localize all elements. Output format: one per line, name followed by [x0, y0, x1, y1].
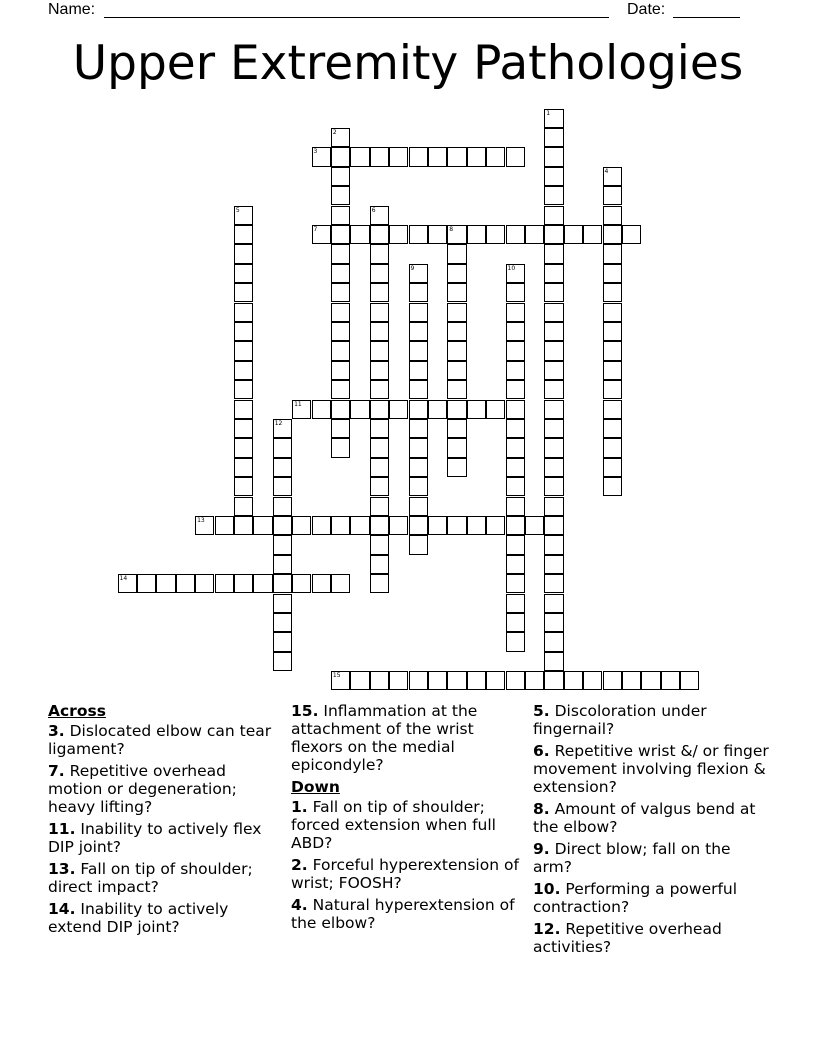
name-label: Name: — [48, 1, 96, 18]
grid-cell[interactable] — [447, 361, 466, 380]
grid-cell[interactable] — [603, 264, 622, 283]
grid-cell[interactable] — [544, 400, 563, 419]
cell-number: 3 — [313, 148, 318, 156]
grid-cell[interactable] — [544, 632, 563, 651]
grid-cell[interactable] — [370, 400, 389, 419]
grid-cell[interactable] — [273, 419, 292, 438]
grid-cell[interactable] — [467, 400, 486, 419]
grid-cell[interactable] — [544, 147, 563, 166]
grid-cell[interactable] — [506, 594, 525, 613]
grid-cell[interactable] — [370, 147, 389, 166]
grid-cell[interactable] — [273, 438, 292, 457]
clue-down-2: 2. Forceful hyperextension of wrist; FOOSH? — [291, 856, 519, 892]
grid-cell[interactable] — [370, 438, 389, 457]
grid-cell[interactable] — [389, 671, 408, 690]
grid-cell[interactable] — [447, 264, 466, 283]
grid-cell[interactable] — [273, 458, 292, 477]
grid-cell[interactable] — [409, 400, 428, 419]
grid-cell[interactable] — [331, 147, 350, 166]
cell-number: 2 — [332, 128, 337, 136]
grid-cell[interactable] — [195, 574, 214, 593]
grid-cell[interactable] — [370, 671, 389, 690]
grid-cell[interactable] — [370, 380, 389, 399]
grid-cell[interactable] — [583, 671, 602, 690]
grid-cell[interactable] — [409, 497, 428, 516]
grid-cell[interactable] — [506, 419, 525, 438]
grid-cell[interactable] — [506, 535, 525, 554]
grid-cell[interactable] — [641, 671, 660, 690]
grid-cell[interactable] — [273, 497, 292, 516]
grid-cell[interactable] — [370, 283, 389, 302]
grid-cell[interactable] — [409, 225, 428, 244]
grid-cell[interactable] — [234, 380, 253, 399]
grid-cell[interactable] — [447, 671, 466, 690]
grid-cell[interactable] — [544, 186, 563, 205]
grid-cell[interactable] — [331, 341, 350, 360]
grid-cell[interactable] — [525, 225, 544, 244]
grid-cell[interactable] — [370, 458, 389, 477]
clue-across-15: 15. Inflammation at the attachment of the wrist flexors on the medial epicondyle? — [291, 702, 478, 774]
grid-cell[interactable] — [506, 613, 525, 632]
grid-cell[interactable] — [234, 303, 253, 322]
grid-cell[interactable] — [331, 128, 350, 147]
grid-cell[interactable] — [331, 516, 350, 535]
grid-cell[interactable] — [370, 477, 389, 496]
grid-cell[interactable] — [273, 594, 292, 613]
grid-cell[interactable] — [447, 419, 466, 438]
grid-cell[interactable] — [603, 283, 622, 302]
grid-cell[interactable] — [428, 671, 447, 690]
grid-cell[interactable] — [234, 244, 253, 263]
grid-cell[interactable] — [234, 322, 253, 341]
grid-cell[interactable] — [506, 671, 525, 690]
grid-cell[interactable] — [506, 225, 525, 244]
grid-cell[interactable] — [603, 206, 622, 225]
grid-cell[interactable] — [331, 574, 350, 593]
grid-cell[interactable] — [370, 516, 389, 535]
clue-down-8: 8. Amount of valgus bend at the elbow? — [533, 800, 756, 836]
grid-cell[interactable] — [544, 206, 563, 225]
grid-cell[interactable] — [370, 244, 389, 263]
grid-cell[interactable] — [544, 458, 563, 477]
grid-cell[interactable] — [506, 632, 525, 651]
grid-cell[interactable] — [409, 283, 428, 302]
grid-cell[interactable] — [447, 283, 466, 302]
grid-cell[interactable] — [292, 400, 311, 419]
grid-cell[interactable] — [544, 167, 563, 186]
grid-cell[interactable] — [331, 264, 350, 283]
grid-cell[interactable] — [506, 361, 525, 380]
grid-cell[interactable] — [544, 613, 563, 632]
grid-cell[interactable] — [331, 361, 350, 380]
grid-cell[interactable] — [273, 477, 292, 496]
grid-cell[interactable] — [486, 516, 505, 535]
grid-cell[interactable] — [447, 225, 466, 244]
grid-cell[interactable] — [331, 225, 350, 244]
grid-cell[interactable] — [603, 477, 622, 496]
grid-cell[interactable] — [370, 497, 389, 516]
clue-down-4: 4. Natural hyperextension of the elbow? — [291, 896, 515, 932]
grid-cell[interactable] — [447, 380, 466, 399]
grid-cell[interactable] — [409, 516, 428, 535]
grid-cell[interactable] — [409, 438, 428, 457]
clues-column-3 — [533, 702, 773, 960]
cell-number: 14 — [119, 575, 128, 583]
grid-cell[interactable] — [331, 671, 350, 690]
grid-cell[interactable] — [486, 147, 505, 166]
grid-cell[interactable] — [506, 400, 525, 419]
clue-down-5: 5. Discoloration under fingernail? — [533, 702, 707, 738]
grid-cell[interactable] — [370, 555, 389, 574]
cell-number: 11 — [294, 400, 302, 408]
clue-across-7: 7. Repetitive overhead motion or degeneration; heavy lifting? — [48, 762, 237, 816]
grid-cell[interactable] — [603, 361, 622, 380]
clue-down-12: 12. Repetitive overhead activities? — [533, 920, 722, 956]
grid-cell[interactable] — [409, 671, 428, 690]
grid-cell[interactable] — [544, 497, 563, 516]
grid-cell[interactable] — [603, 167, 622, 186]
grid-cell[interactable] — [506, 283, 525, 302]
grid-cell[interactable] — [331, 322, 350, 341]
grid-cell[interactable] — [447, 244, 466, 263]
grid-cell[interactable] — [506, 322, 525, 341]
grid-cell[interactable] — [273, 652, 292, 671]
grid-cell[interactable] — [331, 419, 350, 438]
grid-cell[interactable] — [292, 574, 311, 593]
grid-cell[interactable] — [370, 361, 389, 380]
grid-cell[interactable] — [409, 380, 428, 399]
grid-cell[interactable] — [603, 186, 622, 205]
grid-cell[interactable] — [506, 303, 525, 322]
grid-cell[interactable] — [544, 322, 563, 341]
clues-column-2 — [291, 702, 523, 936]
clue-across-11: 11. Inability to actively flex DIP joint? — [48, 820, 262, 856]
grid-cell[interactable] — [331, 438, 350, 457]
grid-cell[interactable] — [331, 400, 350, 419]
grid-cell[interactable] — [603, 458, 622, 477]
grid-cell[interactable] — [544, 438, 563, 457]
grid-cell[interactable] — [506, 438, 525, 457]
grid-cell[interactable] — [331, 167, 350, 186]
cell-number: 10 — [507, 264, 516, 272]
grid-cell[interactable] — [234, 400, 253, 419]
grid-cell[interactable] — [389, 147, 408, 166]
grid-cell[interactable] — [603, 322, 622, 341]
cell-number: 6 — [371, 206, 376, 214]
grid-cell[interactable] — [234, 458, 253, 477]
grid-cell[interactable] — [544, 671, 563, 690]
grid-cell[interactable] — [544, 594, 563, 613]
grid-cell[interactable] — [544, 244, 563, 263]
clue-down-10: 10. Performing a powerful contraction? — [533, 880, 738, 916]
grid-cell[interactable] — [447, 322, 466, 341]
grid-cell[interactable] — [428, 400, 447, 419]
grid-cell[interactable] — [544, 380, 563, 399]
grid-cell[interactable] — [234, 361, 253, 380]
grid-cell[interactable] — [661, 671, 680, 690]
cell-number: 12 — [274, 419, 283, 427]
grid-cell[interactable] — [370, 574, 389, 593]
grid-cell[interactable] — [370, 303, 389, 322]
grid-cell[interactable] — [389, 225, 408, 244]
grid-cell[interactable] — [506, 477, 525, 496]
clue-down-6: 6. Repetitive wrist &/ or finger movement involving flexion & extension? — [533, 742, 769, 796]
grid-cell[interactable] — [273, 555, 292, 574]
grid-cell[interactable] — [292, 516, 311, 535]
grid-cell[interactable] — [506, 555, 525, 574]
grid-cell[interactable] — [467, 147, 486, 166]
grid-cell[interactable] — [467, 225, 486, 244]
cell-number: 15 — [332, 672, 341, 680]
clue-across-3: 3. Dislocated elbow can tear ligament? — [48, 722, 272, 758]
grid-cell[interactable] — [273, 516, 292, 535]
down-heading: Down — [291, 778, 340, 796]
cell-number: 8 — [449, 225, 454, 233]
grid-cell[interactable] — [544, 535, 563, 554]
grid-cell[interactable] — [447, 400, 466, 419]
grid-cell[interactable] — [583, 225, 602, 244]
grid-cell[interactable] — [312, 400, 331, 419]
grid-cell[interactable] — [603, 341, 622, 360]
grid-cell[interactable] — [273, 574, 292, 593]
grid-cell[interactable] — [544, 128, 563, 147]
grid-cell[interactable] — [176, 574, 195, 593]
grid-cell[interactable] — [312, 516, 331, 535]
grid-cell[interactable] — [312, 225, 331, 244]
grid-cell[interactable] — [544, 477, 563, 496]
grid-cell[interactable] — [603, 303, 622, 322]
grid-cell[interactable] — [447, 147, 466, 166]
grid-cell[interactable] — [447, 458, 466, 477]
grid-cell[interactable] — [525, 671, 544, 690]
grid-cell[interactable] — [331, 283, 350, 302]
grid-cell[interactable] — [409, 535, 428, 554]
grid-cell[interactable] — [603, 671, 622, 690]
grid-cell[interactable] — [273, 613, 292, 632]
grid-cell[interactable] — [622, 671, 641, 690]
grid-cell[interactable] — [350, 225, 369, 244]
grid-cell[interactable] — [234, 516, 253, 535]
grid-cell[interactable] — [370, 322, 389, 341]
cell-number: 4 — [604, 167, 609, 175]
grid-cell[interactable] — [350, 671, 369, 690]
grid-cell[interactable] — [603, 438, 622, 457]
grid-cell[interactable] — [409, 419, 428, 438]
grid-cell[interactable] — [428, 516, 447, 535]
grid-cell[interactable] — [409, 303, 428, 322]
grid-cell[interactable] — [118, 574, 137, 593]
cell-number: 7 — [313, 225, 318, 233]
grid-cell[interactable] — [544, 516, 563, 535]
grid-cell[interactable] — [331, 380, 350, 399]
grid-cell[interactable] — [253, 516, 272, 535]
grid-cell[interactable] — [234, 341, 253, 360]
cell-number: 13 — [197, 516, 205, 524]
date-label: Date: — [627, 1, 666, 18]
grid-cell[interactable] — [564, 671, 583, 690]
grid-cell[interactable] — [234, 438, 253, 457]
grid-cell[interactable] — [331, 206, 350, 225]
grid-cell[interactable] — [350, 516, 369, 535]
grid-cell[interactable] — [215, 516, 234, 535]
grid-cell[interactable] — [234, 206, 253, 225]
grid-cell[interactable] — [486, 671, 505, 690]
grid-cell[interactable] — [544, 283, 563, 302]
grid-cell[interactable] — [544, 555, 563, 574]
grid-cell[interactable] — [234, 225, 253, 244]
grid-cell[interactable] — [137, 574, 156, 593]
grid-cell[interactable] — [409, 361, 428, 380]
grid-cell[interactable] — [428, 147, 447, 166]
grid-cell[interactable] — [506, 574, 525, 593]
grid-cell[interactable] — [447, 438, 466, 457]
across-heading: Across — [48, 702, 106, 720]
grid-cell[interactable] — [544, 264, 563, 283]
grid-cell[interactable] — [603, 400, 622, 419]
grid-cell[interactable] — [544, 652, 563, 671]
grid-cell[interactable] — [447, 341, 466, 360]
grid-cell[interactable] — [409, 458, 428, 477]
grid-cell[interactable] — [486, 225, 505, 244]
grid-cell[interactable] — [331, 244, 350, 263]
grid-cell[interactable] — [195, 516, 214, 535]
grid-cell[interactable] — [215, 574, 234, 593]
grid-cell[interactable] — [409, 264, 428, 283]
grid-cell[interactable] — [234, 283, 253, 302]
clues-column-1 — [48, 702, 280, 940]
grid-cell[interactable] — [544, 225, 563, 244]
page-title: Upper Extremity Pathologies — [72, 36, 744, 91]
grid-cell[interactable] — [370, 419, 389, 438]
grid-cell[interactable] — [622, 225, 641, 244]
grid-cell[interactable] — [389, 400, 408, 419]
grid-cell[interactable] — [603, 419, 622, 438]
grid-cell[interactable] — [506, 458, 525, 477]
grid-cell[interactable] — [544, 341, 563, 360]
grid-cell[interactable] — [467, 671, 486, 690]
grid-cell[interactable] — [234, 419, 253, 438]
grid-cell[interactable] — [389, 516, 408, 535]
grid-cell[interactable] — [506, 497, 525, 516]
clue-across-14: 14. Inability to actively extend DIP joint? — [48, 900, 229, 936]
cell-number: 5 — [235, 206, 240, 214]
grid-cell[interactable] — [506, 341, 525, 360]
grid-cell[interactable] — [506, 516, 525, 535]
grid-cell[interactable] — [564, 225, 583, 244]
grid-cell[interactable] — [273, 535, 292, 554]
grid-cell[interactable] — [409, 341, 428, 360]
grid-cell[interactable] — [370, 341, 389, 360]
grid-cell[interactable] — [486, 400, 505, 419]
grid-cell[interactable] — [506, 264, 525, 283]
grid-cell[interactable] — [234, 264, 253, 283]
grid-cell[interactable] — [312, 574, 331, 593]
grid-cell[interactable] — [253, 574, 272, 593]
grid-cell[interactable] — [312, 147, 331, 166]
grid-cell[interactable] — [603, 380, 622, 399]
grid-cell[interactable] — [544, 109, 563, 128]
grid-cell[interactable] — [506, 380, 525, 399]
grid-cell[interactable] — [234, 574, 253, 593]
grid-cell[interactable] — [331, 303, 350, 322]
grid-cell[interactable] — [544, 303, 563, 322]
grid-cell[interactable] — [525, 516, 544, 535]
grid-cell[interactable] — [409, 147, 428, 166]
grid-cell[interactable] — [370, 535, 389, 554]
grid-cell[interactable] — [428, 225, 447, 244]
grid-cell[interactable] — [544, 419, 563, 438]
grid-cell[interactable] — [234, 497, 253, 516]
grid-cell[interactable] — [331, 186, 350, 205]
grid-cell[interactable] — [447, 516, 466, 535]
grid-cell[interactable] — [467, 516, 486, 535]
grid-cell[interactable] — [370, 206, 389, 225]
grid-cell[interactable] — [370, 264, 389, 283]
grid-cell[interactable] — [409, 322, 428, 341]
cell-number: 1 — [546, 109, 551, 117]
grid-cell[interactable] — [447, 303, 466, 322]
grid-cell[interactable] — [156, 574, 175, 593]
grid-cell[interactable] — [544, 574, 563, 593]
grid-cell[interactable] — [409, 477, 428, 496]
grid-cell[interactable] — [370, 225, 389, 244]
grid-cell[interactable] — [350, 147, 369, 166]
grid-cell[interactable] — [603, 225, 622, 244]
grid-cell[interactable] — [273, 632, 292, 651]
clue-down-9: 9. Direct blow; fall on the arm? — [533, 840, 731, 876]
cell-number: 9 — [410, 264, 415, 272]
clue-across-13: 13. Fall on tip of shoulder; direct impact? — [48, 860, 253, 896]
grid-cell[interactable] — [350, 400, 369, 419]
grid-cell[interactable] — [544, 361, 563, 380]
grid-cell[interactable] — [680, 671, 699, 690]
grid-cell[interactable] — [234, 477, 253, 496]
grid-cell[interactable] — [603, 244, 622, 263]
clue-down-1: 1. Fall on tip of shoulder; forced extension when full ABD? — [291, 798, 496, 852]
grid-cell[interactable] — [506, 147, 525, 166]
